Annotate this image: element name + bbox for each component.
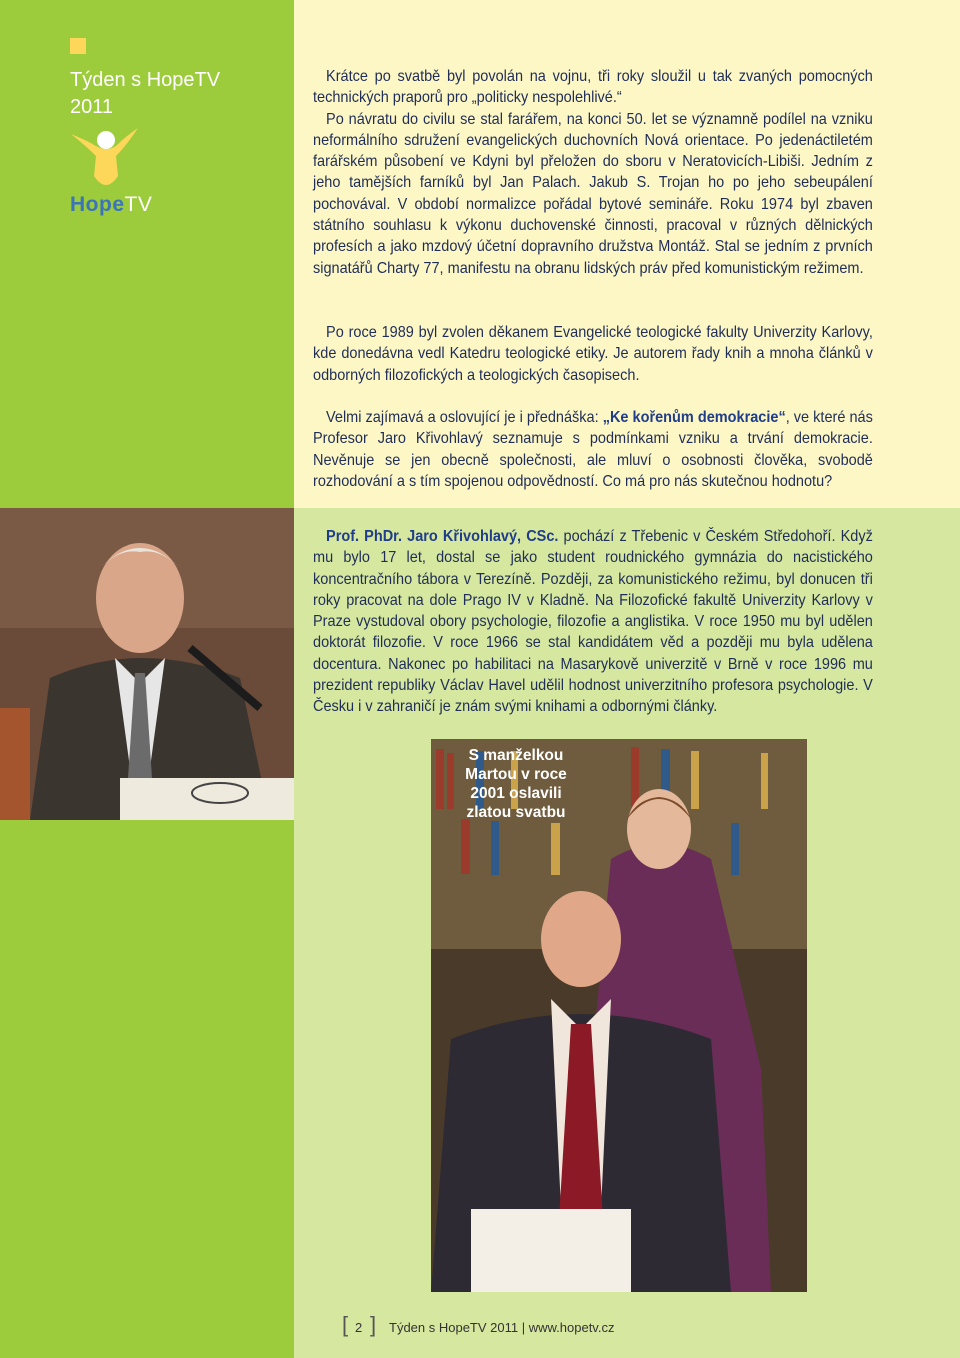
bio-text: pochází z Třebenic v Českém Středohoří. Když mu bylo 17 let, dostal se jako student roudnického gymnázia do nacistického koncentračního tábora v Terezíně. Později, za komunistického režimu, byl donucen tři roky pracovat na dole Prago IV v Kladně. Na Filozofické fakultě Univerzity Karlovy v Praze vystudoval obory psychologie, filozofie a anglistika. V roce 1950 mu byl udělen doktorát filozofie. V roce 1966 se stal kandidátem věd a později mu byla udělena docentura. Nakonec po habilitaci na Masarykově univerzitě v Brně v roce 1996 mu prezident republiky Václav Havel udělil hodnost univerzitního profesora psychologie. V Česku i v zahraničí je znám svými knihami a odbornými články. (313, 528, 873, 716)
lecture-intro: Velmi zajímavá a oslovující je i přednáška: (326, 409, 603, 426)
article-bio (313, 526, 873, 718)
footer-bracket-left: [ (342, 1312, 349, 1337)
footer-bracket-right: ] (370, 1312, 377, 1337)
paragraph-bio (313, 526, 873, 718)
professor-name: Prof. PhDr. Jaro Křivohlavý, CSc. (326, 528, 559, 545)
yellow-square-icon (70, 38, 86, 54)
logo-hope: Hope (70, 193, 125, 216)
footer-text: Týden s HopeTV 2011 | www.hopetv.cz (389, 1320, 615, 1335)
article-lecture (313, 407, 873, 492)
sidebar-year: 2011 (70, 96, 114, 118)
photo-caption: S manželkou Martou v roce 2001 oslavili zlatou svatbu (465, 747, 567, 821)
lecture-description: , ve které nás Profesor Jaro Křivohlavý seznamuje s podmínkami vzniku a trvání demokracie. Nevěnuje se jen obecně společnosti, ale mluví o osobnosti člověka, svobodě rozhodování a s tím spojenou odpovědností. Co má pro nás skutečnou hodnotu? (313, 409, 873, 490)
sidebar-title: Týden s HopeTV (70, 69, 221, 91)
professor-photo (0, 508, 294, 820)
paragraph-military: Krátce po svatbě byl povolán na vojnu, tři roky sloužil u tak zvaných pomocných technických praporů pro „politicky nespolehlivé.“ (313, 68, 873, 107)
paragraph-dean: Po roce 1989 byl zvolen děkanem Evangelické teologické fakulty Univerzity Karlovy, kde donedávna vedl Katedru teologické etiky. Je autorem řady knih a mnoha článků v odborných filozofických a teologických časopisech. (313, 324, 873, 384)
lecture-title: „Ke kořenům demokracie“ (602, 409, 786, 426)
page-number: 2 (355, 1320, 363, 1335)
article-dean (313, 322, 873, 386)
paragraph-lecture (313, 407, 873, 492)
hopetv-logo (70, 193, 152, 217)
logo-tv: TV (124, 193, 153, 216)
article-top (313, 66, 873, 279)
hope-person-icon (66, 126, 146, 196)
paragraph-pastor: Po návratu do civilu se stal farářem, na konci 50. let se významně podílel na vzniku neformálního sdružení evangelických duchovních Nová orientace. Po jedenáctiletém farářském působení ve Kdyni byl přeložen do sboru v Neratovicích-Libiši. Jedním z jeho tamějších farníků byl Jan Palach. Jakub S. Trojan ho po jeho sebeupálení pochovával. V období normalizce pořádal bytové semináře. Roku 1974 byl zbaven státního souhlasu k výkonu duchovenské činnosti, pracoval v různých dělnických profesích a jako mzdový účetní dopravního družstva Montáž. Stal se jedním z prvních signatářů Charty 77, manifestu na obranu lidských práv před komunistickým režimem. (313, 110, 873, 277)
